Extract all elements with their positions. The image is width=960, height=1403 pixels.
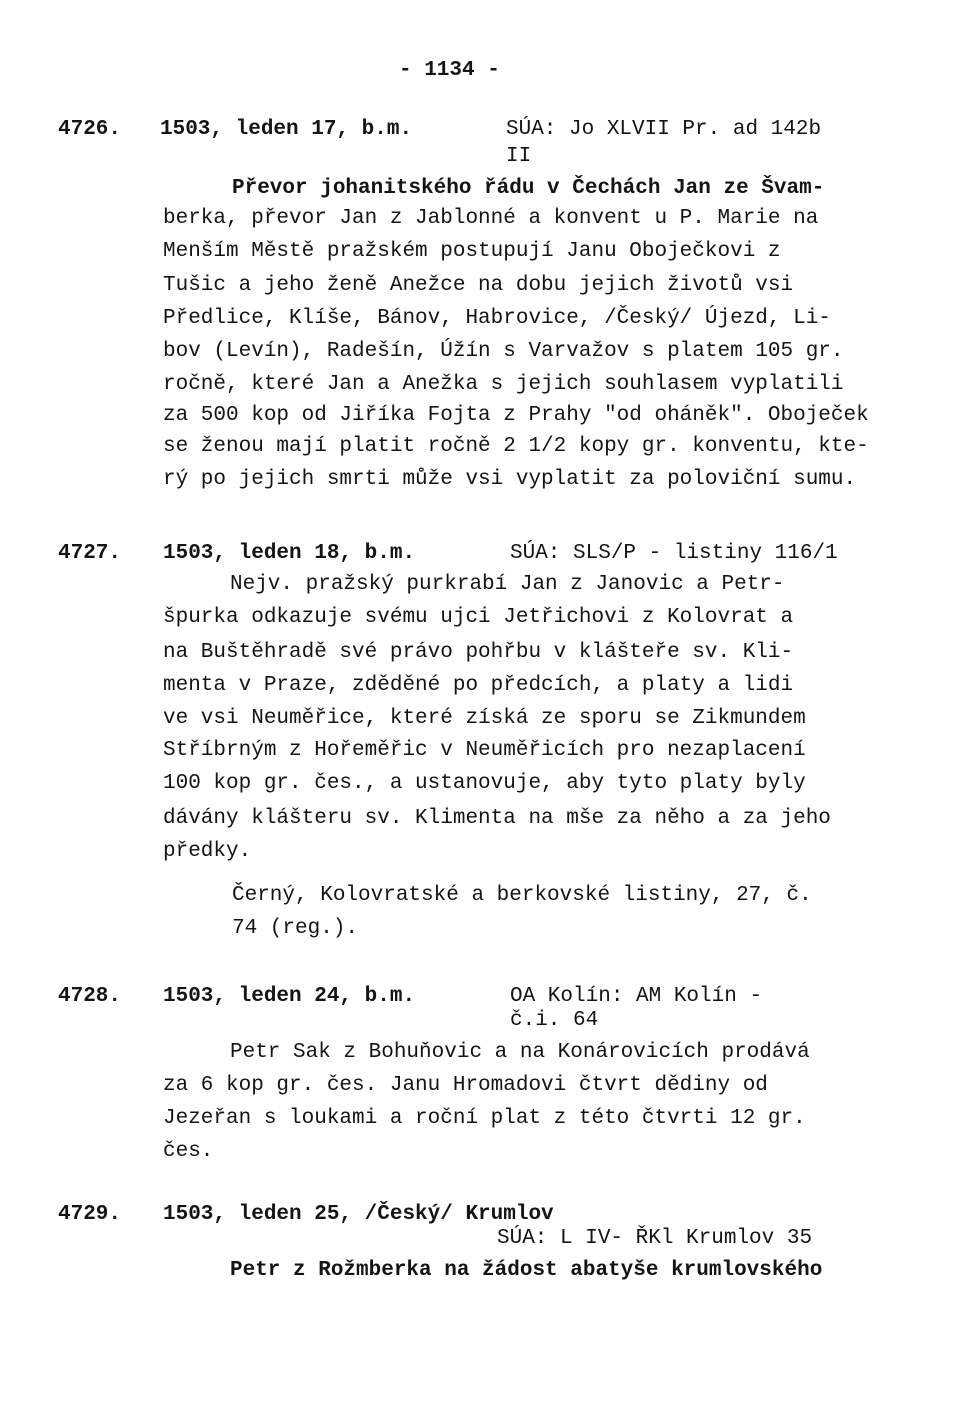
- regest-line: za 6 kop gr. čes. Janu Hromadovi čtvrt dědiny od: [163, 1074, 768, 1097]
- regest-line: Převor johanitského řádu v Čechách Jan ze Švam-: [232, 177, 825, 200]
- entry-number: 4726.: [58, 118, 122, 141]
- regest-line: dávány klášteru sv. Klimenta na mše za něho a za jeho: [163, 807, 831, 830]
- regest-line: špurka odkazuje svému ujci Jetřichovi z Kolovrat a: [163, 606, 794, 629]
- entry-number: 4728.: [58, 985, 122, 1008]
- regest-line: menta v Praze, zděděné po předcích, a platy a lidi: [163, 674, 794, 697]
- literature-ref: Černý, Kolovratské a berkovské listiny, 27, č.: [232, 884, 812, 907]
- archive-ref: č.i. 64: [510, 1009, 599, 1032]
- literature-ref: 74 (reg.).: [232, 917, 359, 940]
- entry-date: 1503, leden 17, b.m.: [160, 118, 413, 141]
- regest-line: ve vsi Neuměřice, které získá ze sporu se Zikmundem: [163, 707, 806, 730]
- regest-line: Jezeřan s loukami a roční plat z této čtvrti 12 gr.: [163, 1107, 806, 1130]
- regest-line: Petr Sak z Bohuňovic a na Konárovicích prodává: [230, 1041, 810, 1064]
- regest-line: Stříbrným z Hořeměřic v Neuměřicích pro nezaplacení: [163, 739, 806, 762]
- regest-line: Nejv. pražský purkrabí Jan z Janovic a Petr-: [230, 573, 785, 596]
- regest-line: Tušic a jeho ženě Anežce na dobu jejich životů vsi: [163, 274, 794, 297]
- regest-line: Předlice, Klíše, Bánov, Habrovice, /Český/ Újezd, Li-: [163, 307, 831, 330]
- regest-line: se ženou mají platit ročně 2 1/2 kopy gr. konventu, kte-: [163, 435, 869, 458]
- archive-ref: SÚA: SLS/P - listiny 116/1: [510, 542, 838, 565]
- regest-line: na Buštěhradě své právo pohřbu v klášteře sv. Kli-: [163, 641, 794, 664]
- archive-ref: II: [506, 145, 532, 168]
- regest-line: čes.: [163, 1140, 214, 1163]
- entry-number: 4729.: [58, 1203, 122, 1226]
- entry-date: 1503, leden 25, /Český/ Krumlov: [163, 1203, 554, 1226]
- entry-date: 1503, leden 18, b.m.: [163, 542, 416, 565]
- regest-line: předky.: [163, 840, 252, 863]
- archive-ref: OA Kolín: AM Kolín -: [510, 985, 763, 1008]
- regest-line: 100 kop gr. čes., a ustanovuje, aby tyto platy byly: [163, 772, 806, 795]
- regest-line: za 500 kop od Jiříka Fojta z Prahy "od oháněk". Oboječek: [163, 404, 869, 427]
- entry-number: 4727.: [58, 542, 122, 565]
- regest-line: Menším Městě pražském postupují Janu Oboječkovi z: [163, 240, 781, 263]
- archive-ref: SÚA: Jo XLVII Pr. ad 142b: [506, 118, 822, 141]
- regest-line: rý po jejich smrti může vsi vyplatit za poloviční sumu.: [163, 468, 857, 491]
- page-number: - 1134 -: [399, 59, 500, 82]
- archive-ref: SÚA: L IV- ŘKl Krumlov 35: [497, 1227, 813, 1250]
- regest-line: bov (Levín), Radešín, Úžín s Varvažov s platem 105 gr.: [163, 340, 844, 363]
- entry-date: 1503, leden 24, b.m.: [163, 985, 416, 1008]
- regest-line: Petr z Rožmberka na žádost abatyše krumlovského: [230, 1259, 823, 1282]
- regest-line: berka, převor Jan z Jablonné a konvent u P. Marie na: [163, 207, 819, 230]
- regest-line: ročně, které Jan a Anežka s jejich souhlasem vyplatili: [163, 373, 844, 396]
